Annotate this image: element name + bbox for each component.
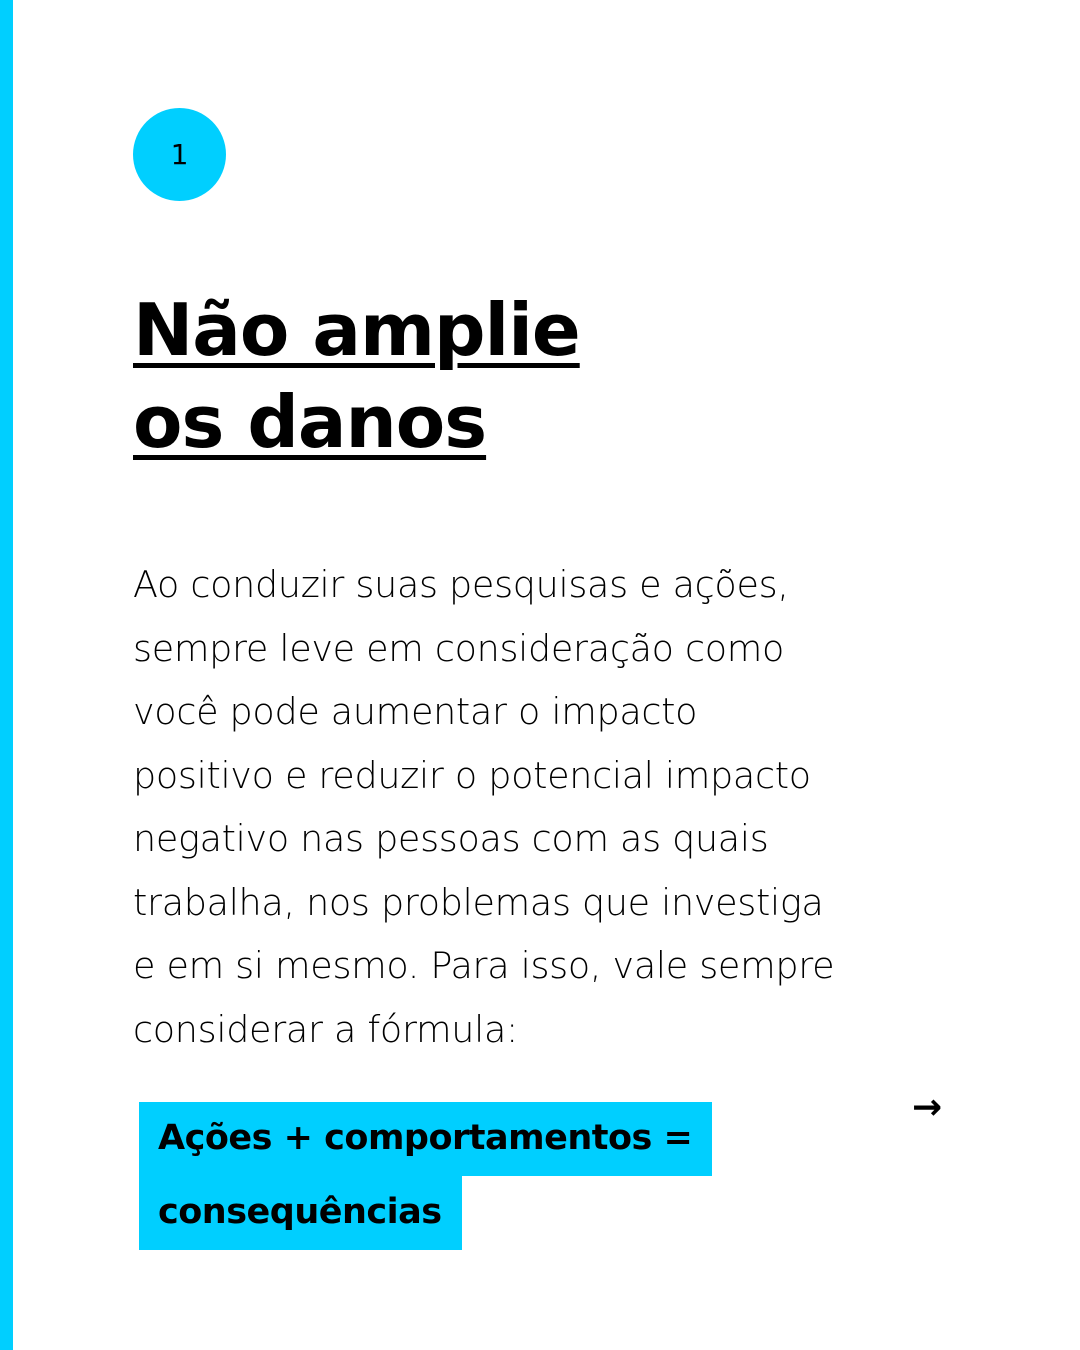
body-line: positivo e reduzir o potencial impacto — [133, 753, 811, 797]
body-line: considerar a fórmula: — [133, 1007, 519, 1051]
page-title — [133, 284, 953, 468]
formula-line-1: Ações + comportamentos = — [139, 1102, 712, 1176]
left-accent-stripe — [0, 0, 13, 1350]
body-line: trabalha, nos problemas que investiga — [133, 880, 824, 924]
arrow-right-icon[interactable]: → — [912, 1087, 943, 1128]
step-number-badge — [133, 108, 226, 201]
body-paragraph — [133, 553, 953, 1061]
title-line-1: Não amplie — [133, 288, 580, 372]
formula-highlight — [139, 1102, 712, 1250]
body-line: sempre leve em consideração como — [133, 626, 785, 670]
body-line: e em si mesmo. Para isso, vale sempre — [133, 944, 835, 987]
body-line: você pode aumentar o impacto — [133, 690, 698, 733]
formula-line-2: consequências — [139, 1176, 462, 1250]
body-line: Ao conduzir suas pesquisas e ações, — [133, 563, 789, 606]
step-number: 1 — [170, 138, 189, 171]
title-line-2: os danos — [133, 380, 487, 464]
body-line: negativo nas pessoas com as quais — [133, 817, 769, 860]
